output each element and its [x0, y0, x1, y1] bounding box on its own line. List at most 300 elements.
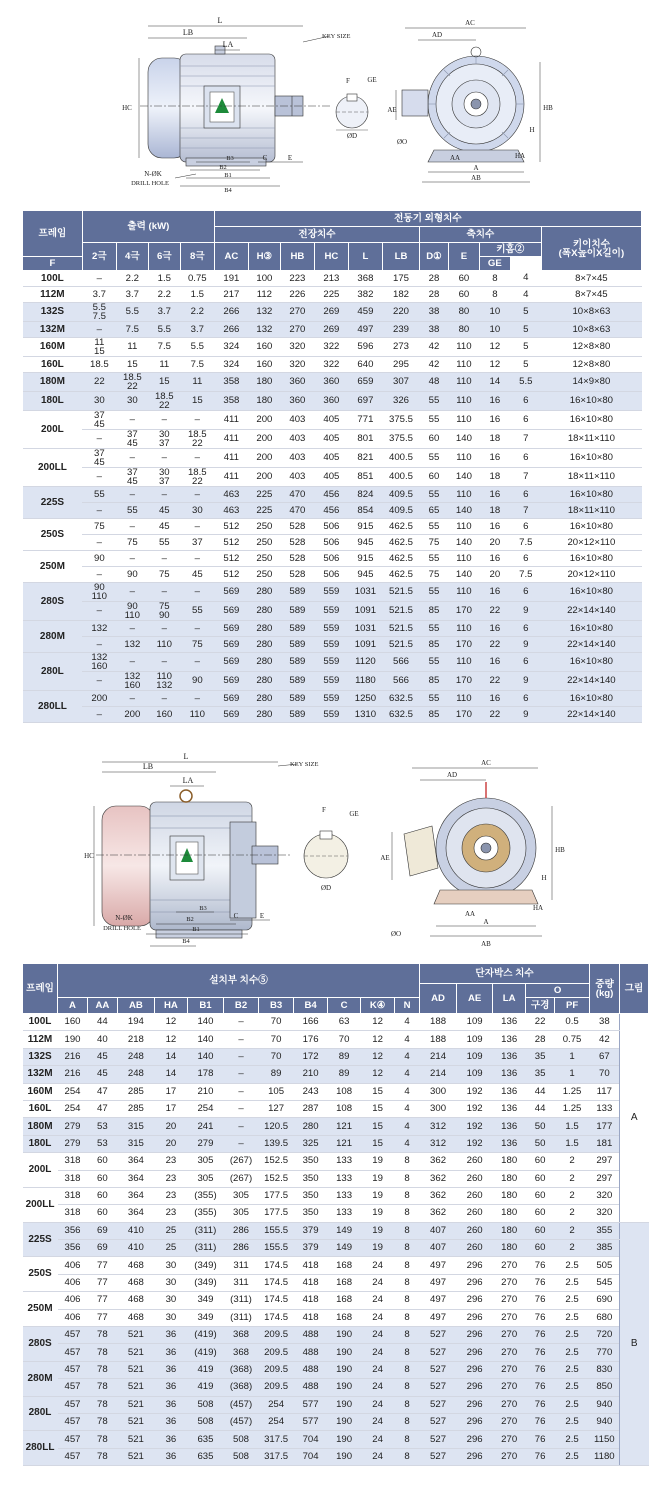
value-cell: 322 [314, 357, 348, 373]
value-cell: 30 [82, 392, 116, 411]
value-cell: – [180, 551, 214, 567]
value-cell: 55 [420, 411, 449, 430]
value-cell: 411 [214, 449, 248, 468]
value-cell: 22 [82, 373, 116, 392]
value-cell: 78 [87, 1396, 117, 1413]
value-cell: 16×10×80 [541, 411, 641, 430]
col-motor-dims: 전동기 외형치수 [214, 211, 641, 227]
value-cell: 9 [510, 602, 541, 621]
value-cell: 8 [395, 1240, 420, 1257]
value-cell: (267) [224, 1153, 259, 1170]
value-cell: 139.5 [259, 1135, 294, 1152]
value-cell: – [148, 411, 180, 430]
cell-line: 132 [156, 680, 173, 691]
value-cell: 140 [448, 468, 479, 487]
value-cell: 311 [224, 1274, 259, 1291]
value-cell: – [116, 487, 148, 503]
value-cell: 512 [214, 567, 248, 583]
value-cell [82, 338, 116, 357]
value-cell: 4 [510, 271, 541, 287]
value-cell: 4 [395, 1118, 420, 1135]
value-cell: (355) [187, 1205, 223, 1222]
value-cell: 512 [214, 551, 248, 567]
value-cell: 9 [510, 707, 541, 723]
value-cell: 200 [116, 707, 148, 723]
value-cell: – [82, 672, 116, 691]
label-HC: HC [122, 104, 132, 112]
col-f: F [23, 257, 83, 271]
value-cell: 16×10×80 [541, 621, 641, 637]
value-cell: 364 [117, 1153, 154, 1170]
value-cell: – [82, 567, 116, 583]
value-cell: 406 [58, 1292, 88, 1309]
value-cell: 2.5 [555, 1327, 590, 1344]
value-cell: 9 [510, 672, 541, 691]
shaft-section-2 [304, 831, 348, 878]
value-cell: (267) [224, 1170, 259, 1187]
table-row [23, 468, 642, 487]
table-row [23, 1187, 649, 1204]
table-row [23, 535, 642, 551]
cell-line: 18.5 [187, 467, 207, 478]
value-cell: – [116, 621, 148, 637]
value-cell: 76 [526, 1431, 555, 1448]
value-cell: 470 [280, 487, 314, 503]
value-cell: 528 [280, 519, 314, 535]
value-cell: 14 [154, 1048, 187, 1065]
value-cell: 375.5 [382, 411, 419, 430]
value-cell: 160 [248, 338, 280, 357]
value-cell: 280 [248, 602, 280, 621]
value-cell: 1150 [590, 1431, 620, 1448]
value-cell: 16×10×80 [541, 653, 641, 672]
value-cell: 569 [214, 653, 248, 672]
value-cell: 90 [116, 567, 148, 583]
value-cell: 110 [448, 357, 479, 373]
value-cell: 5.5 [148, 322, 180, 338]
value-cell: 24 [361, 1413, 395, 1430]
value-cell: 356 [58, 1222, 88, 1239]
value-cell: – [148, 653, 180, 672]
value-cell: 60 [526, 1222, 555, 1239]
value-cell: 110 [148, 637, 180, 653]
cell-line: 18.5 [187, 429, 207, 440]
frame-cell: 280S [23, 583, 83, 621]
value-cell: 170 [448, 707, 479, 723]
value-cell: 8 [395, 1170, 420, 1187]
value-cell: 18×11×110 [541, 468, 641, 487]
value-cell: 155.5 [259, 1240, 294, 1257]
value-cell: 45 [148, 519, 180, 535]
col-output: 출력 (kW) [82, 211, 214, 243]
value-cell: 2.5 [555, 1448, 590, 1465]
label-key-size: KEY SIZE [322, 33, 351, 40]
label-B4: B4 [224, 187, 232, 194]
value-cell: 508 [224, 1448, 259, 1465]
value-cell: 44 [526, 1083, 555, 1100]
value-cell: 280 [248, 621, 280, 637]
value-cell: 418 [294, 1274, 328, 1291]
value-cell: 182 [382, 287, 419, 303]
value-cell: 38 [420, 303, 449, 322]
value-cell: 45 [180, 567, 214, 583]
value-cell: 190 [328, 1379, 361, 1396]
value-cell: 12 [154, 1031, 187, 1048]
col2-k: K④ [361, 998, 395, 1014]
value-cell: 266 [214, 322, 248, 338]
motor-front-view-2 [404, 782, 538, 904]
value-cell: 5.5 [180, 338, 214, 357]
value-cell: 2.5 [555, 1344, 590, 1361]
value-cell: 296 [457, 1274, 493, 1291]
value-cell: 521 [117, 1361, 154, 1378]
value-cell: 90 [180, 672, 214, 691]
value-cell: 110 [448, 583, 479, 602]
value-cell: 149 [328, 1222, 361, 1239]
value-cell: 168 [328, 1292, 361, 1309]
value-cell: 192 [457, 1135, 493, 1152]
label2-B1: B1 [192, 926, 200, 933]
value-cell: 12×8×80 [541, 338, 641, 357]
table-row [23, 1413, 649, 1430]
table-row [23, 707, 642, 723]
value-cell: 190 [328, 1344, 361, 1361]
value-cell: 15 [361, 1118, 395, 1135]
value-cell: 19 [361, 1222, 395, 1239]
value-cell: 3.7 [148, 303, 180, 322]
value-cell: – [180, 449, 214, 468]
value-cell: 225 [248, 503, 280, 519]
value-cell: 1310 [348, 707, 382, 723]
value-cell: 180 [493, 1153, 526, 1170]
value-cell: 60 [420, 430, 449, 449]
value-cell: 270 [493, 1361, 526, 1378]
value-cell: 358 [214, 392, 248, 411]
motor-drawing-top [0, 0, 662, 205]
value-cell: 8 [395, 1153, 420, 1170]
value-cell: 60 [448, 287, 479, 303]
value-cell: 589 [280, 583, 314, 602]
table-row [23, 519, 642, 535]
value-cell: 418 [294, 1292, 328, 1309]
value-cell: 286 [224, 1222, 259, 1239]
cell-line: 37 [93, 410, 105, 421]
table-row [23, 1135, 649, 1152]
table-row [23, 1014, 649, 1031]
table-row [23, 357, 642, 373]
value-cell: 18 [479, 468, 510, 487]
value-cell: 368 [348, 271, 382, 287]
value-cell: 55 [82, 487, 116, 503]
table-row [23, 1361, 649, 1378]
value-cell: 418 [294, 1309, 328, 1326]
value-cell: 75 [148, 567, 180, 583]
value-cell: 2 [555, 1240, 590, 1257]
label-O: ØO [396, 138, 408, 146]
value-cell: 2 [555, 1187, 590, 1204]
col2-o: O [526, 984, 590, 998]
value-cell: 24 [361, 1344, 395, 1361]
value-cell: 521 [117, 1327, 154, 1344]
value-cell: 50 [526, 1118, 555, 1135]
value-cell [148, 602, 180, 621]
cell-line: 15 [93, 346, 105, 357]
value-cell: 188 [419, 1031, 456, 1048]
col-shaft-dims: 축치수 [420, 227, 542, 243]
value-cell: 260 [457, 1222, 493, 1239]
value-cell: 521 [117, 1379, 154, 1396]
value-cell: 7 [510, 468, 541, 487]
label-AD: AD [431, 31, 443, 39]
value-cell: 47 [87, 1083, 117, 1100]
value-cell: 5 [510, 303, 541, 322]
value-cell: – [180, 621, 214, 637]
value-cell: 28 [420, 287, 449, 303]
value-cell: 1031 [348, 583, 382, 602]
value-cell: 318 [58, 1187, 88, 1204]
value-cell: 497 [348, 322, 382, 338]
value-cell: 771 [348, 411, 382, 430]
col-h: H③ [248, 243, 280, 271]
value-cell: 80 [448, 322, 479, 338]
value-cell: 210 [187, 1083, 223, 1100]
value-cell [148, 672, 180, 691]
value-cell: 250 [248, 551, 280, 567]
value-cell: 60 [526, 1187, 555, 1204]
cell-line: 22 [191, 476, 203, 487]
frame-cell: 280LL [23, 691, 83, 723]
col-8p: 8극 [180, 243, 214, 271]
value-cell: 350 [294, 1205, 328, 1222]
value-cell: 140 [448, 567, 479, 583]
value-cell: 20 [479, 567, 510, 583]
cell-line: 18.5 [154, 391, 174, 402]
value-cell: 521 [117, 1344, 154, 1361]
value-cell: 28 [420, 271, 449, 287]
value-cell: 11 [148, 357, 180, 373]
value-cell: 23 [154, 1170, 187, 1187]
value-cell: 177 [590, 1118, 620, 1135]
value-cell: 4 [395, 1031, 420, 1048]
value-cell: 273 [382, 338, 419, 357]
value-cell: 89 [328, 1066, 361, 1083]
col-4p: 4극 [116, 243, 148, 271]
value-cell: 55 [420, 621, 449, 637]
value-cell: 270 [493, 1396, 526, 1413]
value-cell: 76 [526, 1274, 555, 1291]
value-cell: 462.5 [382, 551, 419, 567]
value-cell: 300 [419, 1083, 456, 1100]
label-E: E [287, 154, 293, 162]
value-cell: 216 [58, 1066, 88, 1083]
value-cell: 69 [87, 1240, 117, 1257]
value-cell: 110 [448, 373, 479, 392]
frame-cell: 160M [23, 338, 83, 357]
value-cell: 110 [180, 707, 214, 723]
value-cell [116, 430, 148, 449]
label2-F: F [322, 806, 326, 814]
value-cell: 6 [510, 411, 541, 430]
value-cell: 110 [448, 338, 479, 357]
value-cell: 248 [117, 1066, 154, 1083]
value-cell: 457 [58, 1379, 88, 1396]
value-cell: 851 [348, 468, 382, 487]
col2-a: A [58, 998, 88, 1014]
value-cell: 22 [526, 1014, 555, 1031]
value-cell: 16×10×80 [541, 551, 641, 567]
value-cell: 280 [248, 672, 280, 691]
table-row [23, 1292, 649, 1309]
value-cell: 2 [555, 1153, 590, 1170]
value-cell: 67 [590, 1048, 620, 1065]
col-6p: 6극 [148, 243, 180, 271]
value-cell: 488 [294, 1379, 328, 1396]
value-cell: 4 [395, 1014, 420, 1031]
value-cell: 2.5 [555, 1413, 590, 1430]
value-cell: 320 [280, 357, 314, 373]
value-cell: 133 [328, 1153, 361, 1170]
value-cell: 527 [419, 1361, 456, 1378]
cell-line: 37 [158, 438, 170, 449]
frame-cell: 280L [23, 1396, 58, 1431]
table-row [23, 1153, 649, 1170]
cell-line: 30 [158, 429, 170, 440]
col-hb: HB [280, 243, 314, 271]
value-cell: – [224, 1031, 259, 1048]
value-cell: 200 [248, 468, 280, 487]
value-cell: 22 [479, 707, 510, 723]
frame-cell: 100L [23, 1014, 58, 1031]
cell-line: 45 [93, 419, 105, 430]
value-cell: 209.5 [259, 1327, 294, 1344]
table-row [23, 583, 642, 602]
value-cell: 406 [58, 1309, 88, 1326]
value-cell: 28 [526, 1031, 555, 1048]
col2-ab: AB [117, 998, 154, 1014]
value-cell: 136 [493, 1083, 526, 1100]
value-cell: 55 [116, 503, 148, 519]
value-cell: 270 [280, 322, 314, 338]
label-NK: N-ØK [144, 170, 162, 178]
col2-install: 설치부 치수⑤ [58, 964, 420, 998]
col-frame: 프레임 [23, 211, 83, 257]
value-cell: 632.5 [382, 707, 419, 723]
cell-line: 90 [126, 601, 138, 612]
cell-line: 110 [156, 671, 172, 682]
value-cell: 1.5 [555, 1135, 590, 1152]
value-cell: 78 [87, 1448, 117, 1465]
value-cell: 60 [526, 1153, 555, 1170]
value-cell: 317.5 [259, 1431, 294, 1448]
value-cell: 75 [116, 535, 148, 551]
value-cell: 559 [314, 637, 348, 653]
frame-cell: 250S [23, 1257, 58, 1292]
frame-cell: 200LL [23, 449, 83, 487]
value-cell: 589 [280, 672, 314, 691]
value-cell: 23 [154, 1205, 187, 1222]
value-cell: 260 [457, 1153, 493, 1170]
frame-cell: 160L [23, 357, 83, 373]
value-cell: 3.7 [82, 287, 116, 303]
value-cell: 9 [510, 637, 541, 653]
value-cell: 2.5 [555, 1274, 590, 1291]
value-cell: – [82, 430, 116, 449]
value-cell: 379 [294, 1222, 328, 1239]
value-cell: 133 [328, 1187, 361, 1204]
value-cell: 136 [493, 1048, 526, 1065]
value-cell: – [116, 653, 148, 672]
value-cell: 78 [87, 1379, 117, 1396]
value-cell: 577 [294, 1396, 328, 1413]
value-cell: 566 [382, 653, 419, 672]
value-cell: 22×14×140 [541, 637, 641, 653]
value-cell: 108 [328, 1100, 361, 1117]
table-row [23, 653, 642, 672]
value-cell: 191 [214, 271, 248, 287]
value-cell: 521 [117, 1396, 154, 1413]
value-cell: 318 [58, 1153, 88, 1170]
frame-cell: 180M [23, 1118, 58, 1135]
frame-cell: 225S [23, 487, 83, 519]
value-cell: 569 [214, 621, 248, 637]
value-cell: 217 [214, 287, 248, 303]
value-cell: 8 [395, 1222, 420, 1239]
value-cell: – [82, 271, 116, 287]
value-cell: 209.5 [259, 1361, 294, 1378]
value-cell: 2.5 [555, 1309, 590, 1326]
value-cell: 175 [382, 271, 419, 287]
value-cell: – [148, 449, 180, 468]
value-cell: 55 [420, 583, 449, 602]
value-cell: 190 [328, 1396, 361, 1413]
value-cell: 368 [224, 1327, 259, 1344]
value-cell: 60 [526, 1205, 555, 1222]
value-cell: 470 [280, 503, 314, 519]
value-cell: 22 [479, 602, 510, 621]
col2-ha: HA [154, 998, 187, 1014]
value-cell: 349 [187, 1309, 223, 1326]
value-cell: 38 [590, 1014, 620, 1031]
value-cell: 569 [214, 672, 248, 691]
value-cell [116, 602, 148, 621]
value-cell: 30 [154, 1292, 187, 1309]
value-cell: 250 [248, 535, 280, 551]
frame-cell: 280S [23, 1327, 58, 1362]
value-cell: – [116, 691, 148, 707]
value-cell: 521.5 [382, 583, 419, 602]
value-cell: (349) [187, 1257, 223, 1274]
table-row [23, 449, 642, 468]
value-cell: 364 [117, 1205, 154, 1222]
value-cell: 60 [87, 1153, 117, 1170]
value-cell: 218 [117, 1031, 154, 1048]
value-cell: 254 [259, 1396, 294, 1413]
motor-dimensions-table [22, 210, 642, 723]
label2-A: A [483, 918, 489, 926]
value-cell: 2 [555, 1170, 590, 1187]
header-line: (kg) [595, 987, 614, 999]
value-cell: 110 [448, 653, 479, 672]
value-cell: 2.2 [116, 271, 148, 287]
value-cell: 270 [493, 1309, 526, 1326]
value-cell: 15 [116, 357, 148, 373]
table-row [23, 1066, 649, 1083]
value-cell: 720 [590, 1327, 620, 1344]
value-cell: 133 [590, 1100, 620, 1117]
value-cell: 5 [510, 338, 541, 357]
value-cell: 7.5 [148, 338, 180, 357]
value-cell: 45 [87, 1048, 117, 1065]
